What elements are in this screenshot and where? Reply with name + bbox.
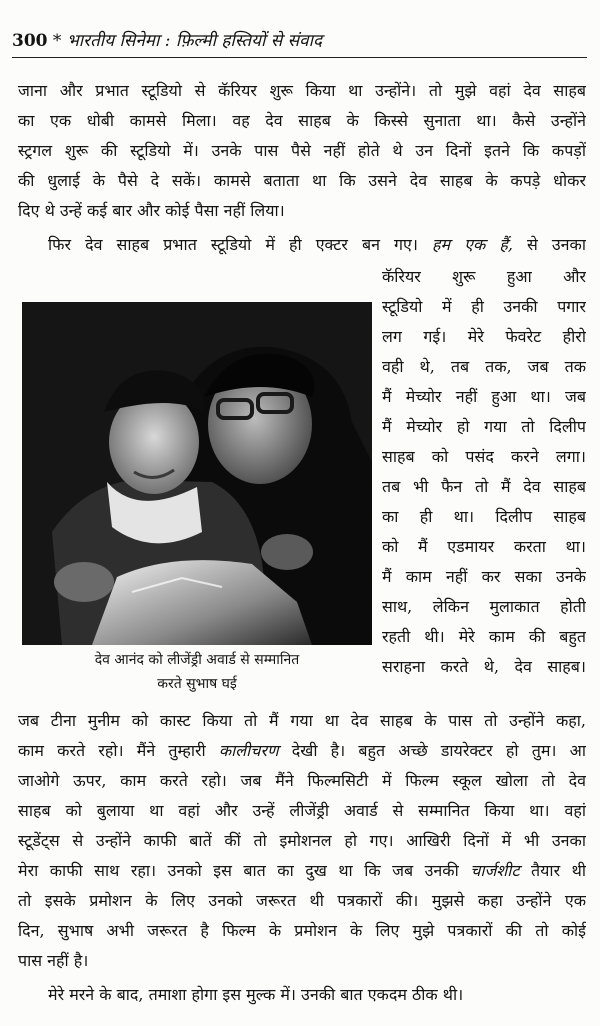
text-line: सराहना करते थे, देव साहब। [382,657,586,676]
page-number: 300 [12,31,48,51]
header-separator: * [52,31,62,51]
text-line [18,230,586,260]
text-line: वही थे, तब तक, जब तक [382,357,586,376]
text-line: का एक धोबी कामसे मिला। वह देव साहब के किस्से सुनाता था। कैसे उन्होंने [18,111,586,130]
text-line: जाओगे ऊपर, काम करते रहो। जब मैंने फिल्मसिटी में फिल्म स्कूल खोला तो देव [18,771,586,790]
text-line: साथ, लेकिन मुलाकात होती [382,597,586,616]
text-line: मैं मेच्योर हो गया तो दिलीप [382,417,586,436]
text-line: जब टीना मुनीम को कास्ट किया तो मैं गया था देव साहब के पास तो उन्होंने कहा, [18,711,586,730]
paragraph-3 [18,706,586,976]
text-run: से उनका [512,235,586,254]
running-title: भारतीय सिनेमा : फ़िल्मी हस्तियों से संवाद [66,31,323,51]
text-line: मेरे मरने के बाद, तमाशा होगा इस मुल्क में। उनकी बात एकदम ठीक थी। [48,985,464,1004]
text-line: दिन, सुभाष अभी जरूरत है फिल्म के प्रमोशन के लिए मुझे पत्रकारों की तो कोई [18,921,586,940]
text-line: मैं मेच्योर नहीं हुआ था। जब [382,387,586,406]
text-line: साहब को पसंद करने लगा। [382,447,586,466]
text-line [18,736,586,766]
film-title: चार्जशीट [470,861,520,880]
text-line: स्टूडेंट्स से उन्होंने काफी बातें कीं तो इमोशनल हो गए। आखिरी दिनों में भी उनका [18,831,586,850]
caption-line: करते सुभाष घई [157,676,237,692]
text-run: मेरा काफी साथ रहा। उनको इस बात का दुख था कि जब उनकी [18,861,471,880]
text-line: तो इसके प्रमोशन के लिए उनको जरूरत थी पत्रकारों की। मुझसे कहा उन्होंने एक [18,891,586,910]
paragraph-4 [18,980,586,1010]
paragraph-2-side-column [382,262,586,682]
text-line: रहती थी। मेरे काम की बहुत [382,627,586,646]
text-line: जाना और प्रभात स्टूडियो से कॅरियर शुरू किया था उन्होंने। तो मुझे वहां देव साहब [18,81,586,100]
text-line: पास नहीं है। [18,951,89,970]
photo-illustration [22,302,372,645]
film-title: हम एक हैं, [432,235,513,254]
film-title: कालीचरण [218,741,279,760]
paragraph-2-lead [18,230,586,260]
text-line: का ही था। दिलीप साहब [382,507,586,526]
text-line: तब भी फैन तो मैं देव साहब [382,477,586,496]
text-run: फिर देव साहब प्रभात स्टूडियो में ही एक्टर बन गए। [48,235,433,254]
text-run: तैयार थी [519,861,586,880]
award-photo [22,302,372,645]
text-line: स्टूडियो में ही उनकी पगार [382,297,586,316]
text-line [18,856,586,886]
text-line: साहब को बुलाया था वहां और उन्हें लीजेंड्री अवार्ड से सम्मानित किया था। वहां [18,801,586,820]
text-line: को मैं एडमायर करता था। [382,537,586,556]
paragraph-1 [18,76,586,226]
text-line: स्ट्रगल शुरू की स्टूडियो में। उनके पास पैसे नहीं होते थे उन दिनों इतने कि कपड़ों [18,141,586,160]
text-line: कॅरियर शुरू हुआ और [382,267,586,286]
running-header [12,30,587,58]
text-line: दिए थे उन्हें कई बार और कोई पैसा नहीं लिया। [18,201,285,220]
text-line: लग गई। मेरे फेवरेट हीरो [382,327,586,346]
photo-caption [22,648,372,696]
caption-line: देव आनंद को लीजेंड्री अवार्ड से सम्मानित [94,652,300,668]
text-run: देखी है। बहुत अच्छे डायरेक्टर हो तुम। आ [278,741,586,760]
text-line: की धुलाई के पैसे दे सकें। कामसे बताता था कि उसने देव साहब के कपड़े धोकर [18,171,586,190]
text-run: काम करते रहो। मैंने तुम्हारी [18,741,219,760]
text-line: मैं काम नहीं कर सका उनके [382,567,586,586]
